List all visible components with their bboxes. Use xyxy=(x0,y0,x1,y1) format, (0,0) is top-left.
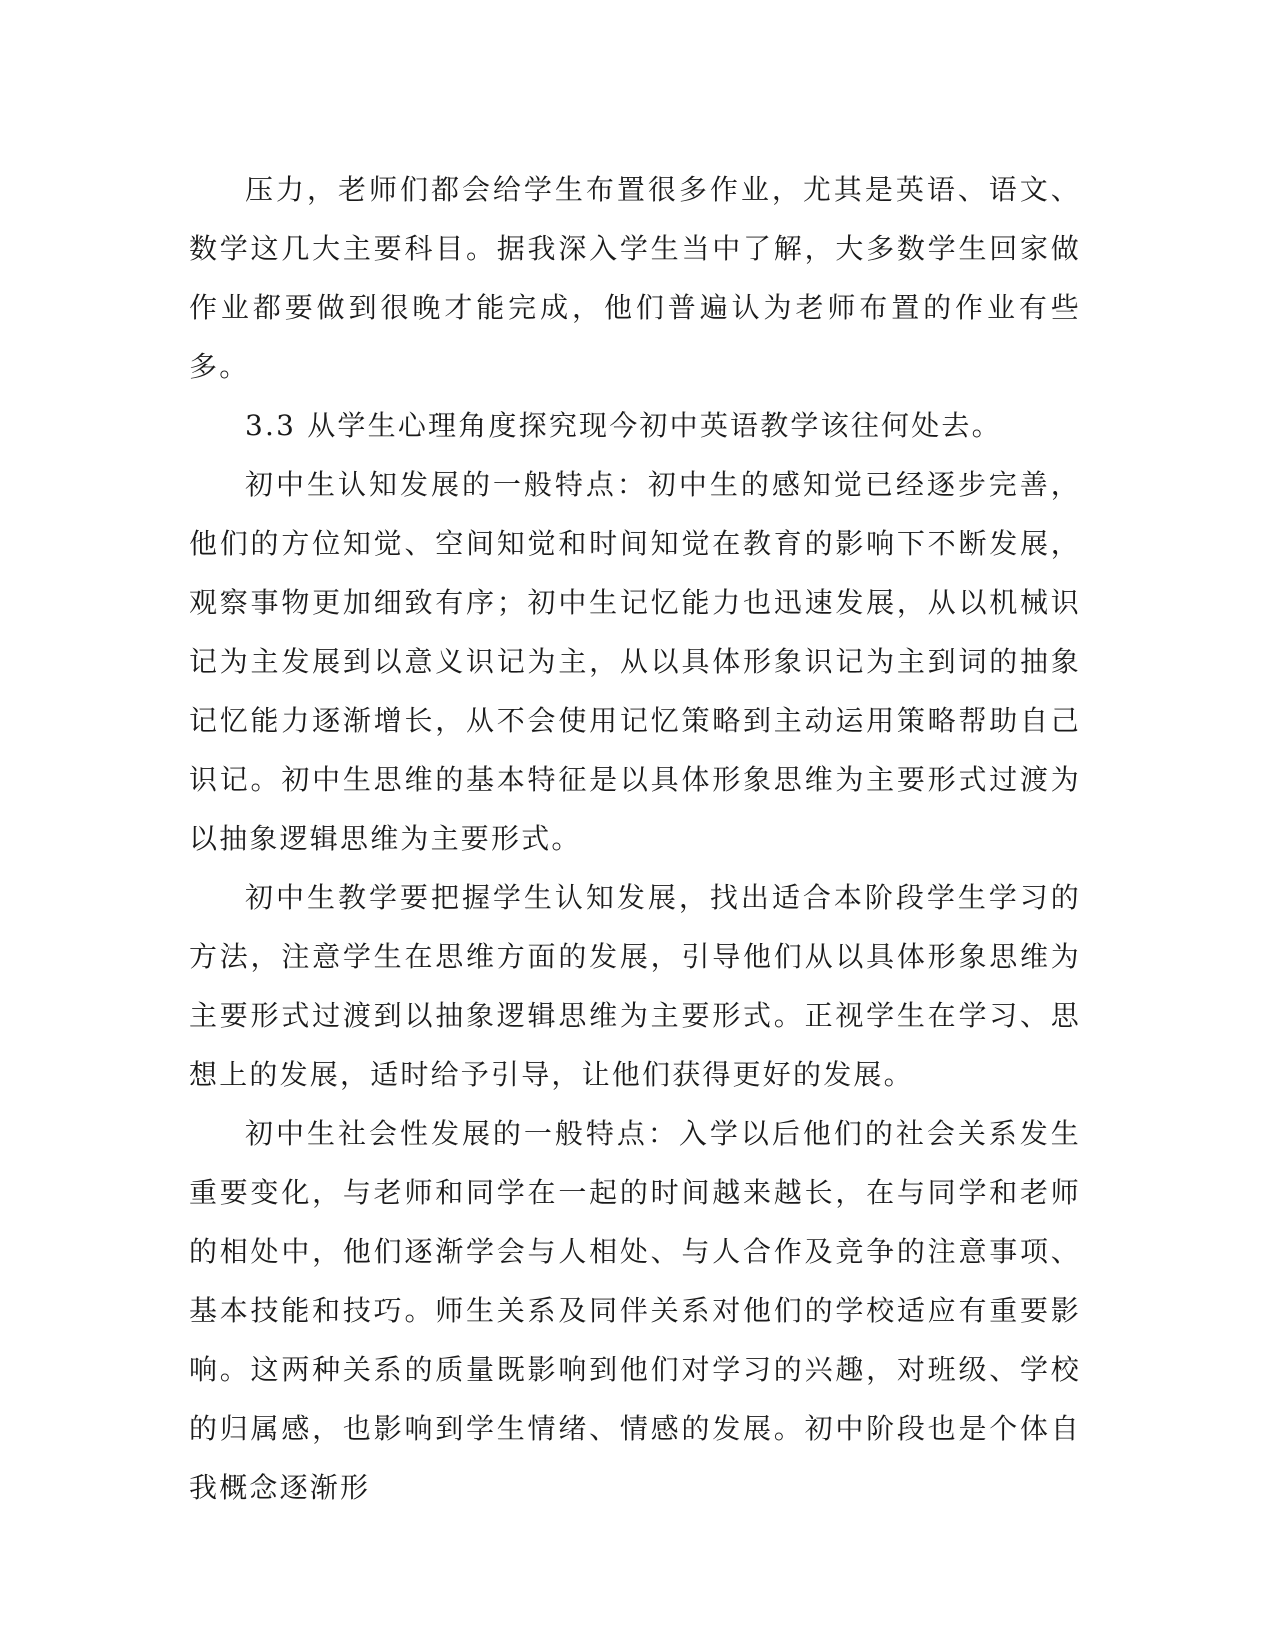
paragraph-cognitive-development: 初中生认知发展的一般特点：初中生的感知觉已经逐步完善，他们的方位知觉、空间知觉和时间知觉在教育的影响下不断发展，观察事物更加细致有序；初中生记忆能力也迅速发展，从以机械识记为主发展到以意义识记为主，从以具体形象识记为主到词的抽象记忆能力逐渐增长，从不会使用记忆策略到主动运用策略帮助自己识记。初中生思维的基本特征是以具体形象思维为主要形式过渡为以抽象逻辑思维为主要形式。 xyxy=(189,468,1081,855)
section-heading-3-3: 3.3 从学生心理角度探究现今初中英语教学该往何处去。 xyxy=(245,409,1002,442)
paragraph-teaching-approach: 初中生教学要把握学生认知发展，找出适合本阶段学生学习的方法，注意学生在思维方面的发展，引导他们从以具体形象思维为主要形式过渡到以抽象逻辑思维为主要形式。正视学生在学习、思想上的发展，适时给予引导，让他们获得更好的发展。 xyxy=(189,881,1081,1091)
document-body xyxy=(189,160,1081,1517)
paragraph-social-development: 初中生社会性发展的一般特点：入学以后他们的社会关系发生重要变化，与老师和同学在一起的时间越来越长，在与同学和老师的相处中，他们逐渐学会与人相处、与人合作及竞争的注意事项、基本技能和技巧。师生关系及同伴关系对他们的学校适应有重要影响。这两种关系的质量既影响到他们对学习的兴趣，对班级、学校的归属感，也影响到学生情绪、情感的发展。初中阶段也是个体自我概念逐渐形 xyxy=(189,1117,1081,1504)
paragraph-homework-pressure: 压力，老师们都会给学生布置很多作业，尤其是英语、语文、数学这几大主要科目。据我深入学生当中了解，大多数学生回家做作业都要做到很晚才能完成，他们普遍认为老师布置的作业有些多。 xyxy=(189,173,1081,383)
